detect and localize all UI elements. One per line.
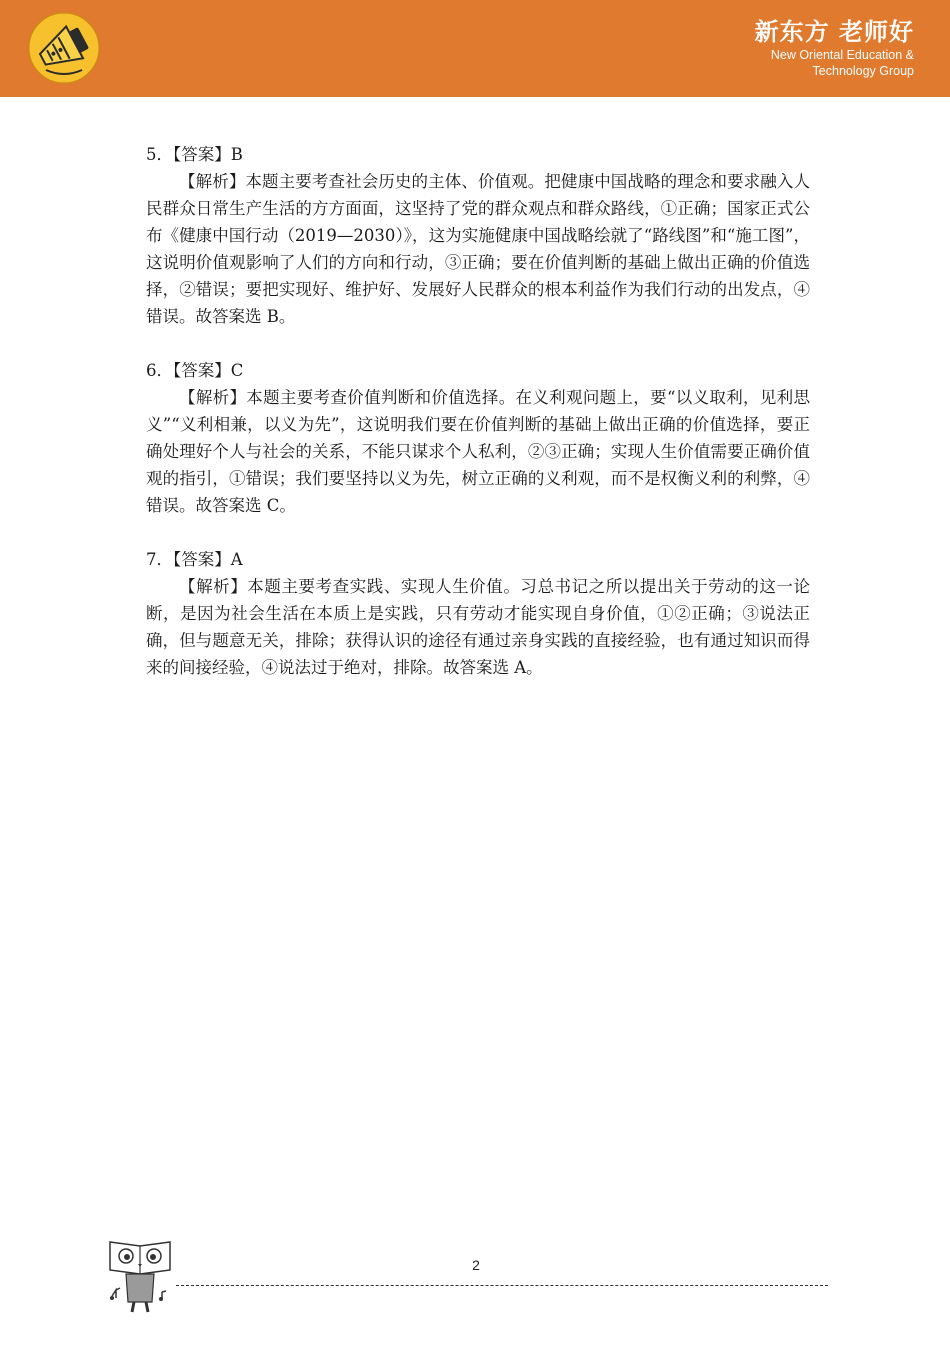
answer-line: 5．【答案】B: [146, 145, 243, 164]
page-header: [0, 0, 950, 97]
answer-line: 6．【答案】C: [146, 361, 244, 380]
brand-name-chinese: 新东方 老师好: [754, 18, 914, 46]
brand-en-line1: New Oriental Education &: [770, 48, 914, 62]
brand-name-english: [714, 47, 914, 79]
answer-line: 7．【答案】A: [146, 550, 243, 569]
question-block: [146, 141, 810, 330]
megaphone-logo-icon: [26, 12, 102, 84]
analysis-text: 【解析】本题主要考查实践、实现人生价值。习总书记之所以提出关于劳动的这一论断，是因为社会生活在本质上是实践，只有劳动才能实现自身价值，①②正确；③说法正确，但与题意无关，排除；获得认识的途径有通过亲身实践的直接经验，也有通过知识而得来的间接经验，④说法过于绝对，排除。故答案选 A。: [146, 577, 810, 677]
brand-en-line2: Technology Group: [812, 64, 914, 78]
footer-divider: [176, 1285, 828, 1286]
page-number: 2: [472, 1257, 480, 1273]
question-block: [146, 357, 810, 519]
question-block: [146, 546, 810, 681]
answer-content: [146, 141, 810, 708]
analysis-text: 【解析】本题主要考查社会历史的主体、价值观。把健康中国战略的理念和要求融入人民群众日常生产生活的方方面面，这坚持了党的群众观点和群众路线，①正确；国家正式公布《健康中国行动（2019—2030）》，这为实施健康中国战略绘就了“路线图”和“施工图”，这说明价值观影响了人们的方向和行动，③正确；要在价值判断的基础上做出正确的价值选择，②错误；要把实现好、维护好、发展好人民群众的根本利益作为我们行动的出发点，④错误。故答案选 B。: [146, 172, 810, 326]
owl-book-mascot-icon: [104, 1236, 176, 1316]
analysis-text: 【解析】本题主要考查价值判断和价值选择。在义利观问题上，要“以义取利，见利思义”“义利相兼，以义为先”，这说明我们要在价值判断的基础上做出正确的价值选择，要正确处理好个人与社会的关系，不能只谋求个人私利，②③正确；实现人生价值需要正确价值观的指引，①错误；我们要坚持以义为先，树立正确的义利观，而不是权衡义利的利弊，④错误。故答案选 C。: [146, 388, 810, 515]
